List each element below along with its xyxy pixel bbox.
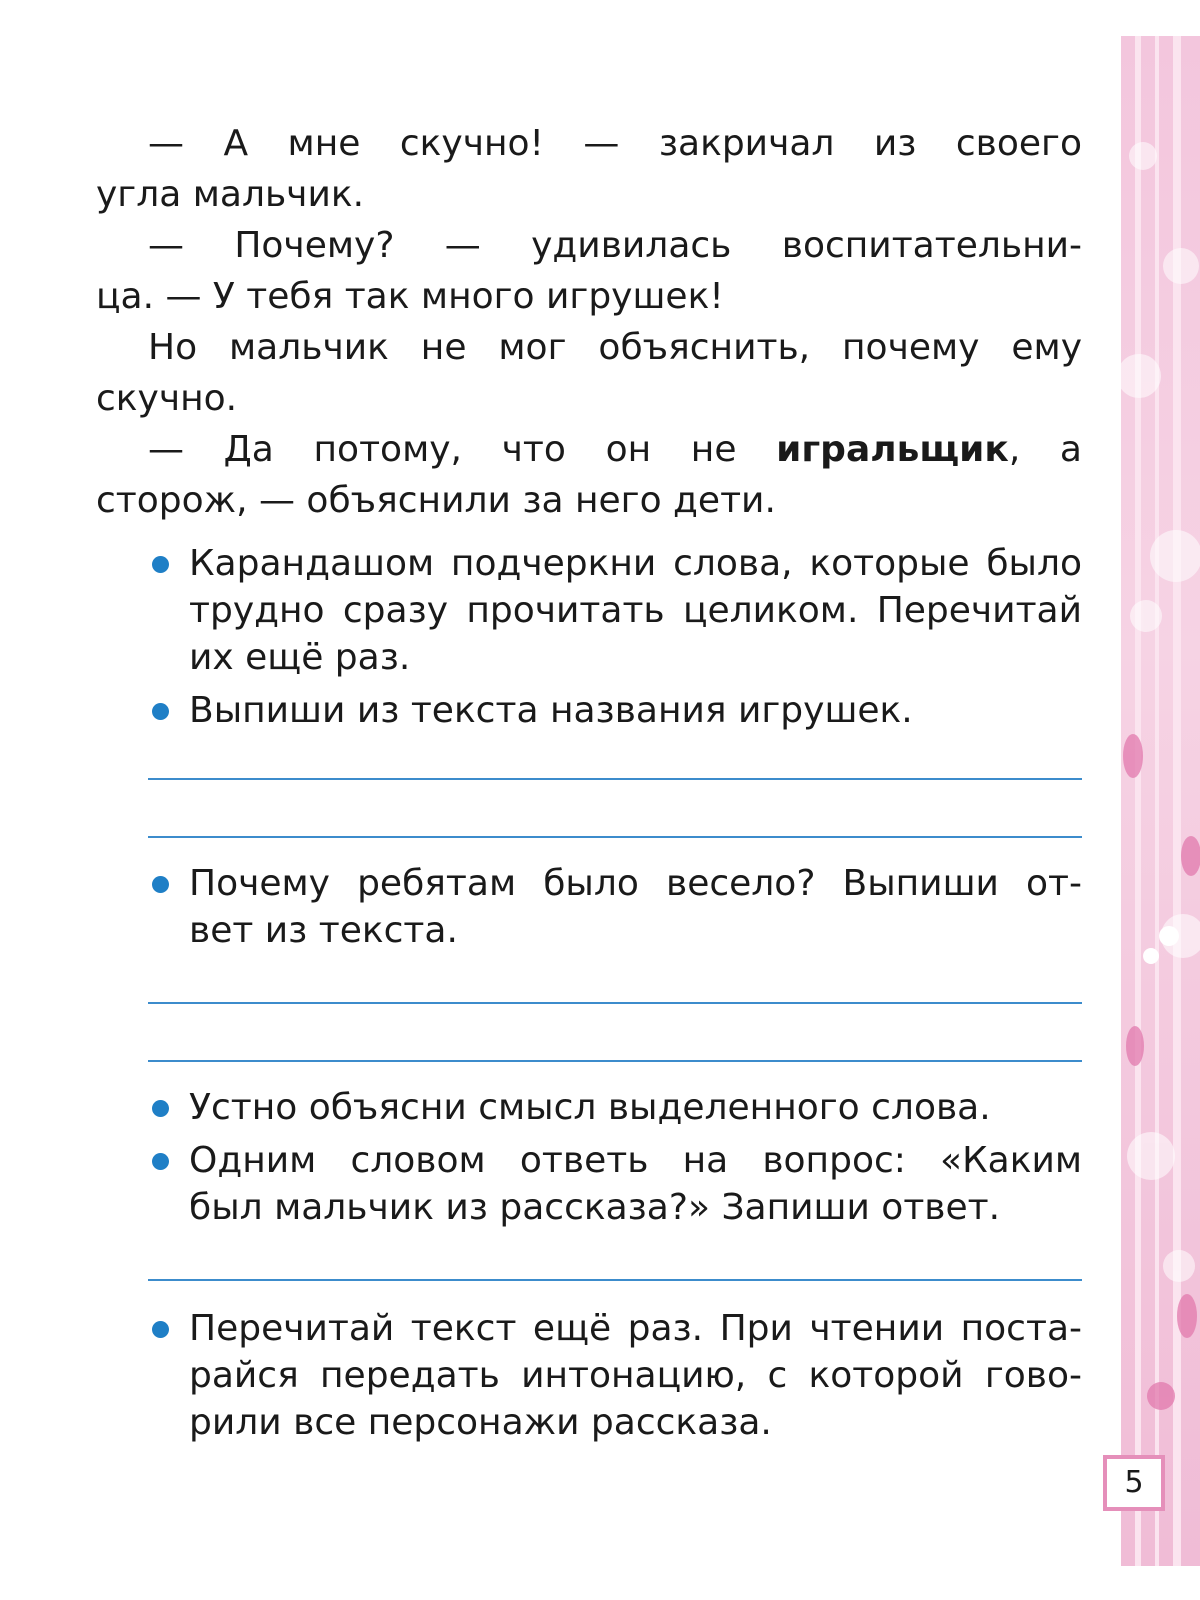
text-line: сторож, — объяснили за него дети.: [96, 480, 776, 521]
task-line: райся передать интонацию, с которой гово-: [189, 1355, 1082, 1396]
task-line: Почему ребятам было весело? Выпиши от-: [189, 863, 1082, 904]
text-fragment: , а: [1008, 429, 1082, 470]
task-explain-word: [96, 1084, 1082, 1131]
task-why-fun: [96, 860, 1082, 954]
highlighted-word: игральщик: [776, 429, 1009, 470]
text-line: — Почему? — удивилась воспитательни-: [148, 225, 1082, 266]
task-line: Перечитай текст ещё раз. При чтении поста-: [189, 1308, 1082, 1349]
task-one-word-answer: [96, 1137, 1082, 1231]
text-line: скучно.: [96, 378, 238, 419]
task-write-toys: [96, 687, 1082, 734]
task-line: Одним словом ответь на вопрос: «Каким: [189, 1140, 1082, 1181]
dialogue-paragraph-4: [96, 424, 1082, 475]
dialogue-paragraph-3-end: [96, 373, 1082, 424]
bullet-icon: [152, 876, 169, 893]
task-line: Устно объясни смысл выделенного слова.: [189, 1087, 991, 1128]
dialogue-paragraph-3: [96, 322, 1082, 373]
bullet-icon: [152, 703, 169, 720]
text-line: Но мальчик не мог объяснить, почему ему: [148, 327, 1082, 368]
task-line: Выпиши из текста названия игрушек.: [189, 690, 913, 731]
bullet-icon: [152, 1153, 169, 1170]
page-number: 5: [1103, 1455, 1165, 1511]
task-line: Карандашом подчеркни слова, которые было: [189, 543, 1082, 584]
task-underline-words: [96, 540, 1082, 681]
dialogue-paragraph-2-end: [96, 271, 1082, 322]
task-reread: [96, 1305, 1082, 1446]
page-content: [96, 118, 1082, 1446]
decorative-side-strip: [1121, 36, 1200, 1566]
task-line: был мальчик из рассказа?» Запиши ответ.: [189, 1187, 1001, 1228]
bullet-icon: [152, 556, 169, 573]
dialogue-paragraph-4-end: [96, 475, 1082, 526]
task-line: рили все персонажи рассказа.: [189, 1402, 772, 1443]
dialogue-paragraph-1: [96, 118, 1082, 169]
dialogue-paragraph-1-end: [96, 169, 1082, 220]
task-line: вет из текста.: [189, 910, 458, 951]
flower-pattern: [1121, 36, 1200, 1566]
dialogue-paragraph-2: [96, 220, 1082, 271]
task-line: трудно сразу прочитать целиком. Перечитай: [189, 590, 1082, 631]
text-line: ца. — У тебя так много игрушек!: [96, 276, 724, 317]
bullet-icon: [152, 1100, 169, 1117]
text-line: — Да потому, что он не: [148, 429, 777, 470]
text-line: — А мне скучно! — закричал из своего: [148, 123, 1082, 164]
bullet-icon: [152, 1321, 169, 1338]
text-line: угла мальчик.: [96, 174, 365, 215]
task-line: их ещё раз.: [189, 637, 411, 678]
